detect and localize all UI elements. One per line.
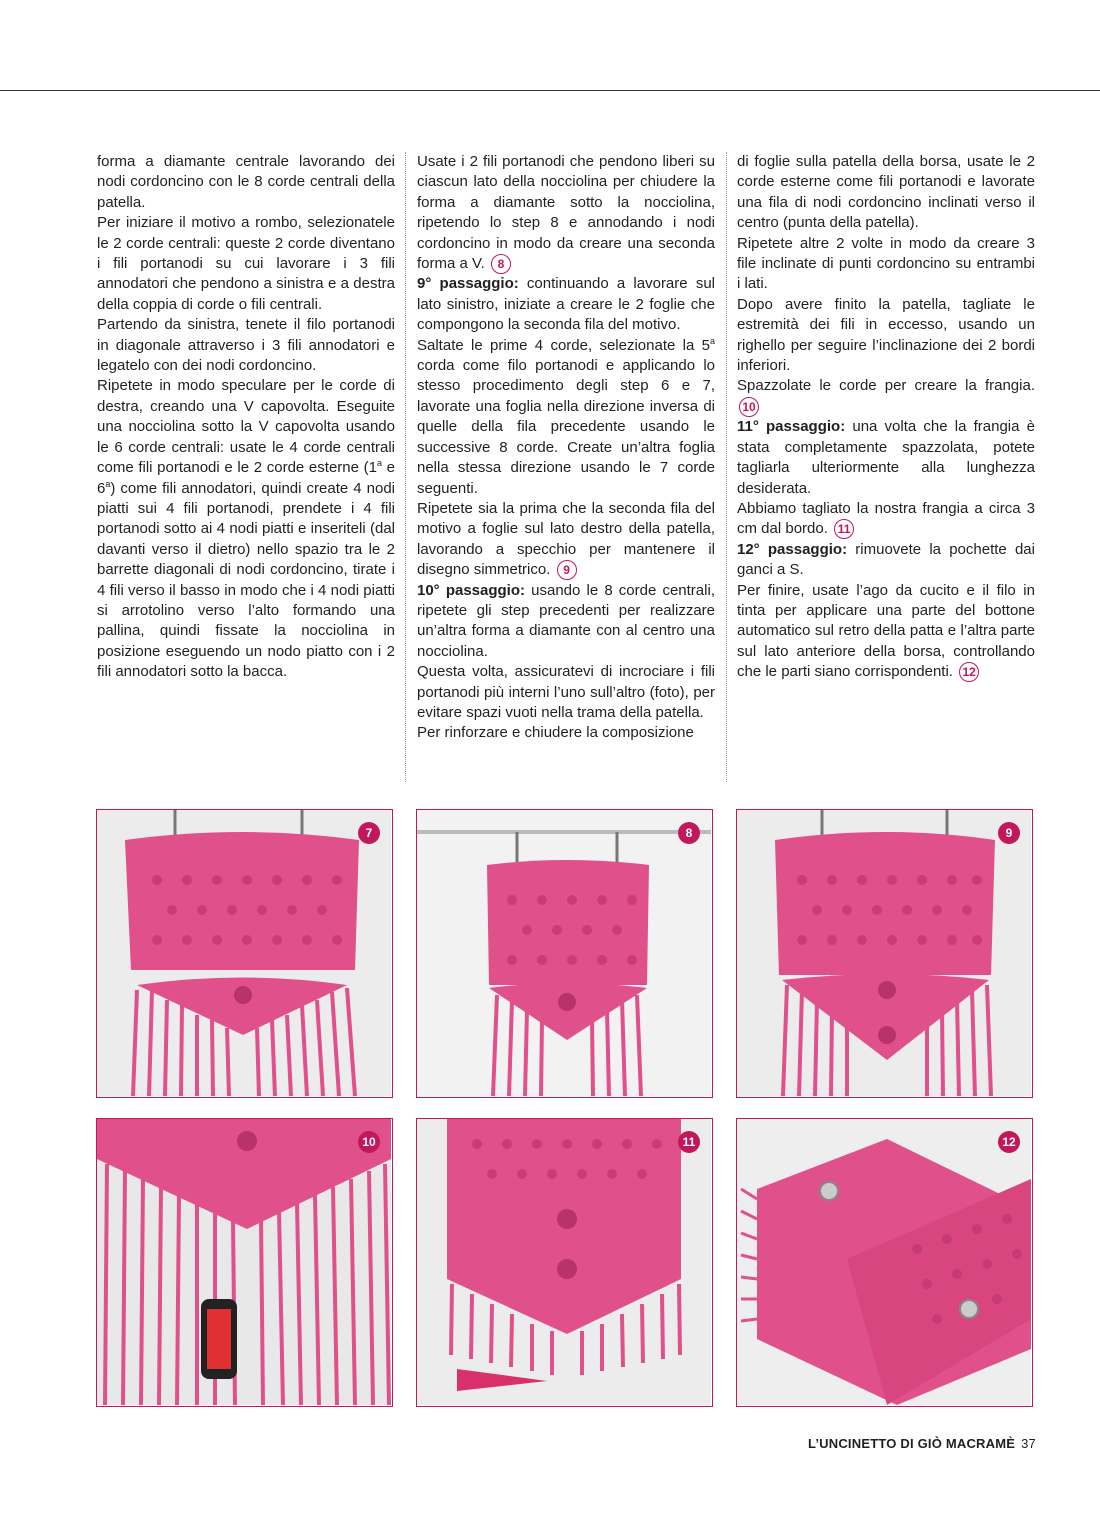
paragraph: forma a diamante centrale lavorando dei nodi cordoncino con le 8 corde centrali della patella. (97, 153, 395, 211)
step-label-11: 11° passaggio: (737, 418, 846, 436)
text-column-2 (417, 152, 715, 744)
photo-badge: 8 (678, 822, 700, 844)
text-run: Abbiamo tagliato la nostra frangia a circa 3 cm dal bordo. (737, 499, 1035, 538)
step-badge-8: 8 (491, 254, 511, 274)
superscript: a (376, 458, 382, 469)
photo-step-7 (96, 809, 393, 1098)
text-run: Spazzolate le corde per creare la frangia. (737, 377, 1035, 395)
step-badge-10: 10 (739, 397, 759, 417)
step-label-9: 9° passaggio: (417, 275, 519, 293)
paragraph (417, 152, 715, 274)
paragraph: Partendo da sinistra, tenete il filo portanodi in diagonale attraverso i 3 fili annodatori e legatelo con dei nodi cordoncino. (97, 316, 395, 375)
paragraph: Questa volta, assicuratevi di incrociare i fili portanodi più interni l’uno sull’altro (foto), per evitare spazi vuoti nella trama della patella. (417, 663, 715, 721)
superscript: a (105, 478, 111, 489)
paragraph (417, 336, 715, 499)
text-run: una volta che la frangia è stata completamente spazzolata, potete tagliarla ulteriormente alla lunghezza desiderata. (737, 418, 1035, 497)
top-rule (0, 90, 1100, 91)
text-run: Usate i 2 fili portanodi che pendono liberi su ciascun lato della nocciolina per chiudere la forma a diamante sotto la nocciolina, ripetendo lo step 8 e annodando i nodi cordoncino in modo da creare una seconda forma a V. (417, 153, 715, 273)
photo-step-9 (736, 809, 1033, 1098)
photo-badge: 9 (998, 822, 1020, 844)
photo-badge: 7 (358, 822, 380, 844)
paragraph (97, 376, 395, 682)
macrame-illustration (737, 810, 1031, 1096)
paragraph: di foglie sulla patella della borsa, usate le 2 corde esterne come fili portanodi e lavorate una fila di nodi cordoncino inclinati verso il centro (punta della patella). (737, 153, 1035, 232)
superscript: a (709, 335, 715, 346)
paragraph: Per iniziare il motivo a rombo, selezionatele le 2 corde centrali: queste 2 corde diventano i fili portanodi su cui lavorare i 3 fili annodatori che pendono a sinistra e a destra della coppia di corde o fili centrali. (97, 214, 395, 313)
step-label-12: 12° passaggio: (737, 540, 848, 558)
text-run: rimuovete la pochette dai ganci a S. (737, 540, 1035, 579)
photo-badge: 10 (358, 1131, 380, 1153)
step-label-10: 10° passaggio: (417, 581, 526, 599)
column-separator (405, 152, 406, 782)
photo-step-12 (736, 1118, 1033, 1407)
photo-badge: 11 (678, 1131, 700, 1153)
paragraph (737, 581, 1035, 683)
page-number: 37 (1021, 1436, 1036, 1451)
text-column-1 (97, 152, 395, 683)
macrame-illustration (417, 810, 711, 1096)
page-footer (808, 1436, 1036, 1451)
text-run: Ripetete sia la prima che la seconda fila del motivo a foglie sul lato destro della patella, lavorando a specchio per mantenere il disegno simmetrico. (417, 499, 715, 579)
paragraph (737, 540, 1035, 581)
photo-badge: 12 (998, 1131, 1020, 1153)
paragraph (737, 499, 1035, 540)
text-run: ) come fili annodatori, quindi create 4 nodi piatti sui 4 fili portanodi, prendete i 4 fili portanodi sotto ai 4 nodi piatti e inseriteli (dal davanti verso il dietro) nello spazio tra le 2 barrette diagonali di nodi cordoncino, tirate i 4 fili verso il basso in modo che i 4 nodi piatti si arrotolino verso l’alto formando una pallina, quindi fissate la nocciolina in posizione eseguendo un nodo piatto con i 2 fili annodatori sotto la bacca. (97, 479, 395, 681)
step-badge-11: 11 (834, 519, 854, 539)
photo-step-10 (96, 1118, 393, 1407)
step-badge-12: 12 (959, 662, 979, 682)
paragraph: Ripetete altre 2 volte in modo da creare 3 file inclinate di punti cordoncino su entrambi i lati. (737, 234, 1035, 293)
macrame-illustration (97, 1119, 391, 1405)
text-run: corda come filo portanodi e applicando lo stesso procedimento degli step 6 e 7, lavorate una foglia nella direzione inversa di quelle della fila precedente usando le successive 8 corde. Create un’altra foglia nella stessa direzione usando le 7 corde seguenti. (417, 357, 715, 497)
column-separator (726, 152, 727, 782)
step-badge-9: 9 (557, 560, 577, 580)
photo-step-11 (416, 1118, 713, 1407)
text-run: Ripetete in modo speculare per le corde di destra, creando una V capovolta. Eseguite una nocciolina sotto la V capovolta usando le 6 corde centrali: usate le 4 corde centrali come fili portanodi e le 2 corde esterne (1 (97, 377, 395, 477)
text-run: Per finire, usate l’ago da cucito e il filo in tinta per applicare una parte del bottone automatico sul retro della patta e l’altra parte sul lato anteriore della borsa, controllando che le parti siano corrispondenti. (737, 581, 1035, 681)
text-column-3 (737, 152, 1035, 683)
magazine-title: L’UNCINETTO DI GIÒ MACRAMÈ (807, 1436, 1016, 1451)
paragraph (417, 499, 715, 581)
text-run: continuando a lavorare sul lato sinistro, iniziate a creare le 2 foglie che compongono la seconda fila del motivo. (417, 275, 715, 334)
paragraph: Per rinforzare e chiudere la composizione (417, 724, 694, 742)
macrame-illustration (97, 810, 391, 1096)
paragraph (417, 581, 715, 663)
paragraph: Dopo avere finito la patella, tagliate le estremità dei fili in eccesso, usando un righello per seguire l’inclinazione dei 2 bordi inferiori. (737, 295, 1035, 375)
macrame-illustration (417, 1119, 711, 1405)
paragraph (737, 417, 1035, 499)
macrame-illustration (737, 1119, 1031, 1405)
paragraph (737, 376, 1035, 417)
photo-step-8 (416, 809, 713, 1098)
paragraph (417, 274, 715, 335)
text-run: usando le 8 corde centrali, ripetete gli step precedenti per realizzare un’altra forma a diamante con al centro una nocciolina. (417, 581, 715, 660)
text-run: e 6 (97, 459, 396, 497)
text-run: Saltate le prime 4 corde, selezionate la 5 (417, 336, 710, 354)
